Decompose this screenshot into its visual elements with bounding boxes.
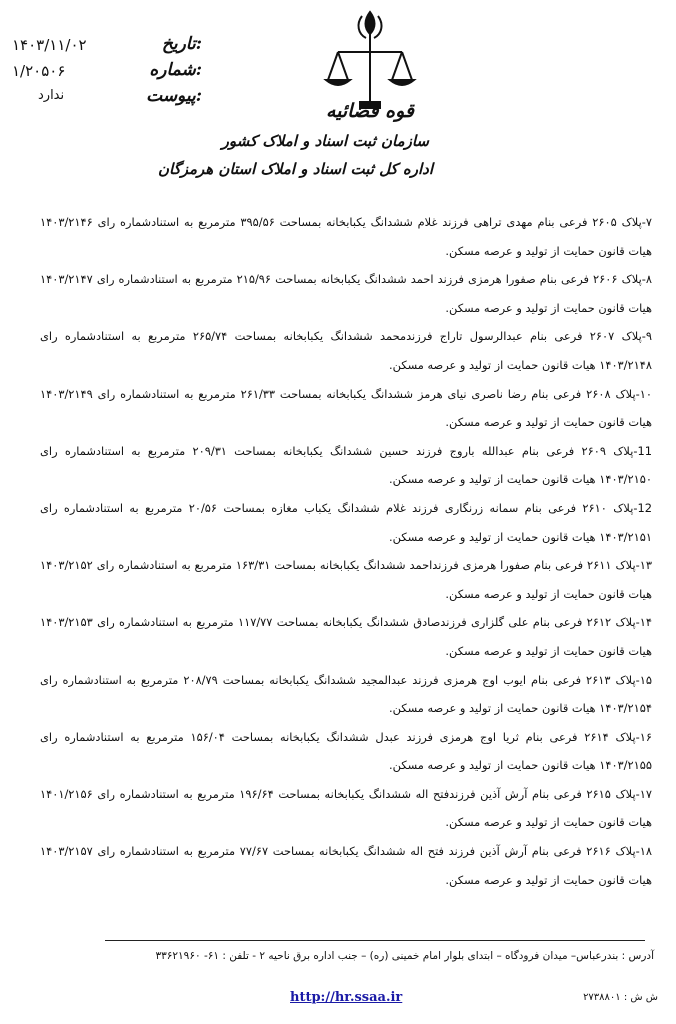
attachment-label: پیوست:: [146, 86, 202, 106]
letterhead: [0, 0, 676, 200]
org-registration: سازمان ثبت اسناد و املاک کشور: [221, 132, 429, 150]
footer-code: ش ش : ۲۷۳۸۸۰۱: [583, 992, 658, 1003]
number-label: شماره:: [149, 60, 202, 80]
list-item: ۷-پلاک ۲۶۰۵ فرعی بنام مهدی تراهی فرزند غلام ششدانگ یکبابخانه بمساحت ۳۹۵/۵۶ مترمربع به استنادشماره رای ۱۴۰۳/۲۱۴۶ هیات قانون حمایت از تولید و عرصه مسکن.: [40, 215, 652, 258]
attachment-row: [12, 86, 202, 112]
list-item: 11-پلاک ۲۶۰۹ فرعی بنام عبدالله باروج فرزند حسین ششدانگ یکبابخانه بمساحت ۲۰۹/۳۱ مترمربع به استنادشماره رای ۱۴۰۳/۲۱۵۰ هیات قانون حمایت از تولید و عرصه مسکن.: [40, 443, 652, 487]
list-item: ۹-پلاک ۲۶۰۷ فرعی بنام عبدالرسول تاراج فرزندمحمد ششدانگ یکبابخانه بمساحت ۲۶۵/۷۴ مترمربع به استنادشماره رای ۱۴۰۳/۲۱۴۸ هیات قانون حمایت از تولید و عرصه مسکن.: [40, 329, 652, 372]
list-item: ۱۳-پلاک ۲۶۱۱ فرعی بنام صفورا هرمزی فرزنداحمد ششدانگ یکبابخانه بمساحت ۱۶۳/۳۱ مترمربع به استنادشماره رای ۱۴۰۳/۲۱۵۲ هیات قانون حمایت از تولید و عرصه مسکن.: [40, 558, 652, 601]
attachment-value: ندارد: [38, 88, 65, 103]
date-label: تاریخ:: [161, 34, 202, 54]
org-judiciary: قوه قضائیه: [325, 100, 414, 122]
list-item: ۱۴-پلاک ۲۶۱۲ فرعی بنام علی گلزاری فرزندصادق ششدانگ یکبابخانه بمساحت ۱۱۷/۷۷ مترمربع به استنادشماره رای ۱۴۰۳/۲۱۵۳ هیات قانون حمایت از تولید و عرصه مسکن.: [40, 615, 652, 658]
letter-body: [40, 208, 652, 894]
date-row: [12, 34, 202, 60]
list-item: ۱۶-پلاک ۲۶۱۴ فرعی بنام ثریا اوج هرمزی فرزند عبدل ششدانگ یکبابخانه بمساحت ۱۵۶/۰۴ مترمربع به استنادشماره رای ۱۴۰۳/۲۱۵۵ هیات قانون حمایت از تولید و عرصه مسکن.: [40, 729, 652, 773]
number-value: ۱/۲۰۵۰۶: [12, 62, 66, 80]
footer-address: آدرس : بندرعباس– میدان فرودگاه – ابتدای بلوار امام خمینی (ره) – جنب اداره برق ناحیه ۲ - تلفن : ۶۱- ۳۳۶۲۱۹۶۰: [155, 950, 654, 962]
footer-divider: [105, 940, 645, 941]
list-item: ۸-پلاک ۲۶۰۶ فرعی بنام صفورا هرمزی فرزند احمد ششدانگ یکبابخانه بمساحت ۲۱۵/۹۶ مترمربع به استنادشماره رای ۱۴۰۳/۲۱۴۷ هیات قانون حمایت از تولید و عرصه مسکن.: [40, 272, 652, 315]
list-item: ۱۷-پلاک ۲۶۱۵ فرعی بنام آرش آذین فرزندفتح اله ششدانگ یکبابخانه بمساحت ۱۹۶/۶۴ مترمربع به استنادشماره رای ۱۴۰۱/۲۱۵۶ هیات قانون حمایت از تولید و عرصه مسکن.: [40, 786, 652, 830]
date-value: ۱۴۰۳/۱۱/۰۲: [12, 36, 87, 54]
list-item: 12-پلاک ۲۶۱۰ فرعی بنام سمانه زرنگاری فرزند غلام ششدانگ یکباب مغازه بمساحت ۲۰/۵۶ مترمربع به استنادشماره رای ۱۴۰۳/۲۱۵۱ هیات قانون حمایت از تولید و عرصه مسکن.: [40, 500, 652, 544]
list-item: ۱۵-پلاک ۲۶۱۳ فرعی بنام ایوب اوج هرمزی فرزند عبدالمجید ششدانگ یکبابخانه بمساحت ۲۰۸/۷۹ مترمربع به استنادشماره رای ۱۴۰۳/۲۱۵۴ هیات قانون حمایت از تولید و عرصه مسکن.: [40, 672, 652, 716]
list-item: ۱۰-پلاک ۲۶۰۸ فرعی بنام رضا ناصری نیای هرمز ششدانگ یکبابخانه بمساحت ۲۶۱/۳۳ مترمربع به استنادشماره رای ۱۴۰۳/۲۱۴۹ هیات قانون حمایت از تولید و عرصه مسکن.: [40, 386, 652, 430]
letter-meta: [12, 34, 202, 112]
list-item: ۱۸-پلاک ۲۶۱۶ فرعی بنام آرش آذین فرزند فتح اله ششدانگ یکبابخانه بمساحت ۷۷/۶۷ مترمربع به استنادشماره رای ۱۴۰۳/۲۱۵۷ هیات قانون حمایت از تولید و عرصه مسکن.: [40, 844, 652, 887]
number-row: [12, 60, 202, 86]
org-province-office: اداره کل ثبت اسناد و املاک استان هرمزگان: [157, 160, 433, 178]
website-link[interactable]: http://hr.ssaa.ir: [290, 990, 403, 1005]
